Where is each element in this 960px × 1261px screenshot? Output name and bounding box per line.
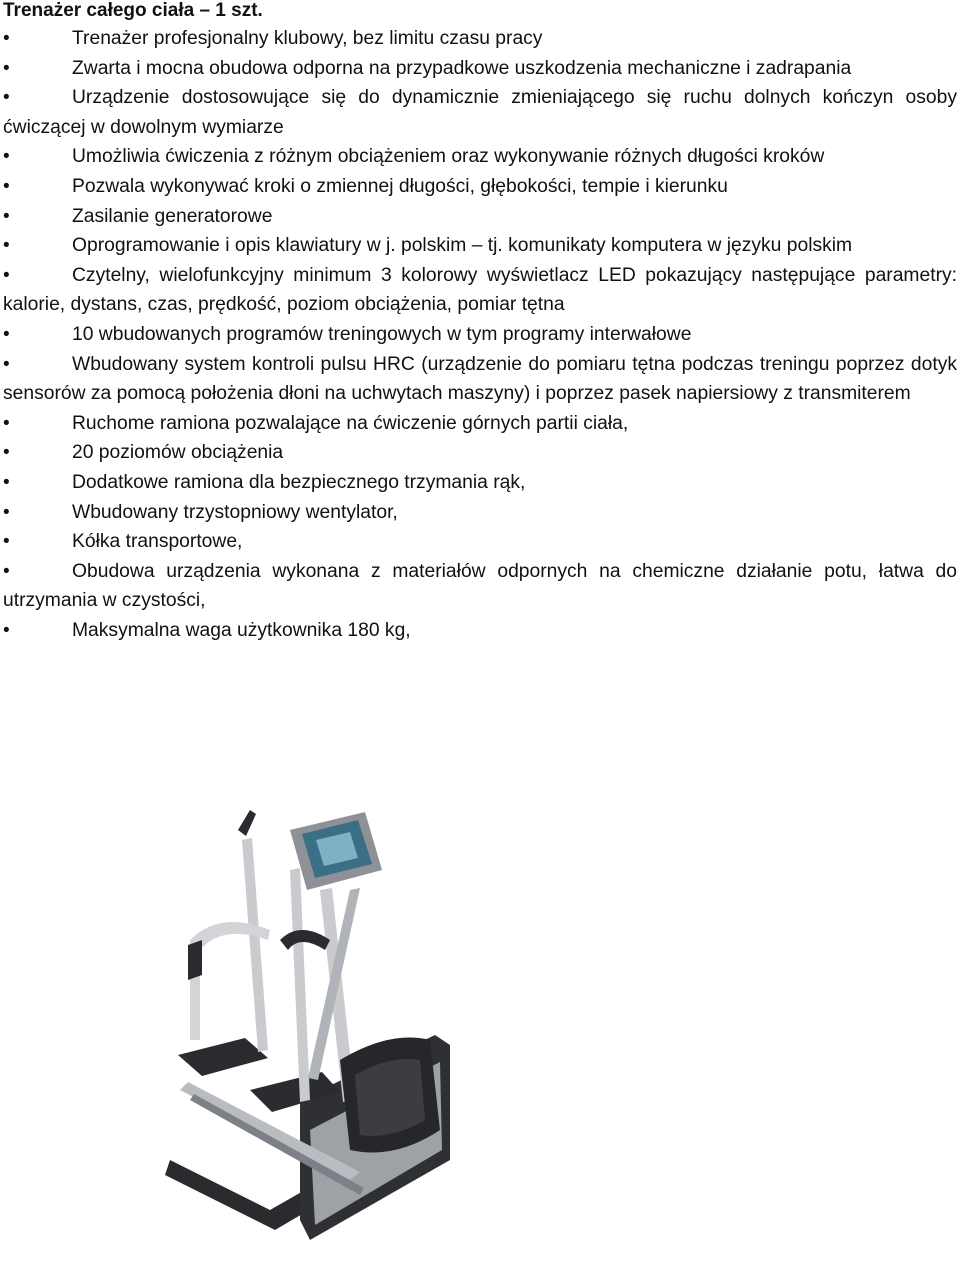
feature-item: [3, 438, 957, 468]
bullet-icon: •: [3, 146, 10, 168]
feature-item: [3, 24, 957, 54]
feature-item: [3, 468, 957, 498]
feature-text: 20 poziomów obciążenia: [72, 442, 284, 464]
feature-text: Trenażer profesjonalny klubowy, bez limitu czasu pracy: [72, 28, 543, 49]
feature-text: Kółka transportowe,: [72, 531, 243, 553]
feature-text: Oprogramowanie i opis klawiatury w j. polskim – tj. komunikaty komputera w języku polskim: [72, 235, 853, 257]
feature-item: [3, 320, 957, 350]
feature-item: [3, 231, 957, 261]
feature-text: Pozwala wykonywać kroki o zmiennej długości, głębokości, tempie i kierunku: [72, 175, 728, 197]
feature-item: [3, 142, 957, 172]
feature-text: Umożliwia ćwiczenia z różnym obciążeniem oraz wykonywanie różnych długości kroków: [72, 146, 825, 168]
bullet-icon: •: [3, 619, 10, 641]
feature-item: [3, 172, 957, 202]
feature-item: [3, 527, 957, 557]
bullet-icon: •: [3, 501, 10, 523]
feature-item: [3, 261, 957, 320]
feature-text: Maksymalna waga użytkownika 180 kg,: [72, 619, 411, 641]
document-title: Trenażer całego ciała – 1 szt.: [3, 0, 263, 21]
bullet-icon: •: [3, 205, 10, 227]
spec-document: [3, 0, 957, 645]
bullet-icon: •: [3, 471, 10, 493]
product-photo: [150, 800, 460, 1260]
bullet-icon: •: [3, 412, 10, 434]
feature-text: Zwarta i mocna obudowa odporna na przypadkowe uszkodzenia mechaniczne i zadrapania: [72, 57, 852, 79]
feature-item: [3, 54, 957, 84]
feature-text: Urządzenie dostosowujące się do dynamicznie zmieniającego się ruchu dolnych kończyn osoby ćwiczącej w dowolnym wymiarze: [3, 87, 957, 138]
elliptical-trainer-icon: [150, 800, 460, 1260]
bullet-icon: •: [3, 264, 10, 286]
feature-item: [3, 616, 957, 646]
feature-text: Wbudowany system kontroli pulsu HRC (urządzenie do pomiaru tętna podczas treningu poprzez dotyk sensorów za pomocą położenia dłoni na uchwytach maszyny) i poprzez pasek napiersiowy z transmiterem: [3, 353, 957, 405]
feature-text: Wbudowany trzystopniowy wentylator,: [72, 501, 398, 523]
feature-text: 10 wbudowanych programów treningowych w tym programy interwałowe: [72, 323, 692, 345]
feature-list: [3, 24, 957, 645]
feature-text: Czytelny, wielofunkcyjny minimum 3 kolorowy wyświetlacz LED pokazujący następujące parametry: kalorie, dystans, czas, prędkość, poziom obciążenia, pomiar tętna: [3, 264, 957, 316]
feature-text: Ruchome ramiona pozwalające na ćwiczenie górnych partii ciała,: [72, 412, 629, 434]
feature-text: Dodatkowe ramiona dla bezpiecznego trzymania rąk,: [72, 471, 526, 493]
bullet-icon: •: [3, 323, 10, 345]
feature-item: [3, 498, 957, 528]
feature-text: Obudowa urządzenia wykonana z materiałów odpornych na chemiczne działanie potu, łatwa do utrzymania w czystości,: [3, 560, 957, 612]
feature-item: [3, 350, 957, 409]
feature-text: Zasilanie generatorowe: [72, 205, 273, 227]
bullet-icon: •: [3, 175, 10, 197]
bullet-icon: •: [3, 353, 10, 375]
bullet-icon: •: [3, 87, 10, 109]
bullet-icon: •: [3, 442, 10, 464]
feature-item: [3, 409, 957, 439]
bullet-icon: •: [3, 57, 10, 79]
feature-item: [3, 202, 957, 232]
feature-item: [3, 83, 957, 142]
feature-item: [3, 557, 957, 616]
bullet-icon: •: [3, 531, 10, 553]
bullet-icon: •: [3, 560, 10, 582]
bullet-icon: •: [3, 28, 10, 49]
bullet-icon: •: [3, 235, 10, 257]
